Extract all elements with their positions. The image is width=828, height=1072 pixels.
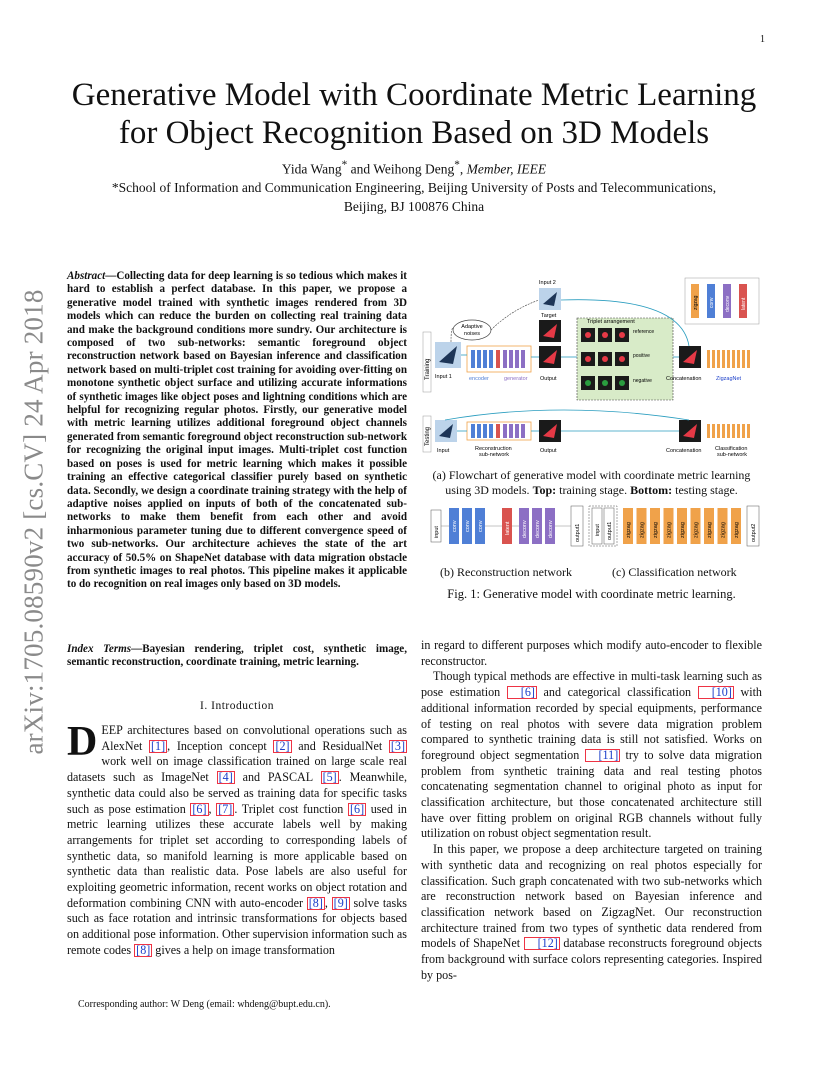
b-input-label: input [434,526,440,538]
citation-link[interactable]: [12] [524,937,560,950]
paragraph [421,669,762,842]
body-text: and categorical classification [536,685,692,700]
citation-link[interactable]: [10] [698,686,734,699]
citation-link[interactable]: [8] [308,895,323,910]
zigzag-block-label: zigzag [680,522,686,538]
body-text: In this paper, we propose a deep architecture targeted on training with synthetic data and recognizing on real photos especially for classification. Such graph concatenated with two sub-networks which are reconstruction network based on Bayesian inference and classification network based on ZigzagNet. Our reconstruction architecture trained from two types of synthetic data rendered from models of ShapeNet [421,842,762,951]
arxiv-identifier [14,282,54,762]
drop-cap: D [67,719,98,765]
b-conv-label: conv [452,520,458,532]
noises-label: noises [464,331,480,337]
zigzag-block-label: zigzag [639,522,646,538]
reconstruction-network-diagram [431,506,583,546]
zigzag-block-label: zigzag [666,522,673,538]
reference-label: reference [633,329,655,335]
intro-text: and PASCAL [234,770,313,785]
abstract-text: —Collecting data for deep learning is so tedious which makes it hard to establish a perfect database. In this paper, we propose a generative model trained with synthetic images rendered from 3D models which can reduce the burden on collecting real training data and make the background conditions more sundry. Our architecture is composed of two sub-networks: semantic foreground object reconstruction network based on Bayesian inference and classification network based on multi-triplet cost training for avoiding over-fitting on monotone synthetic object surface and utilizing accurate informations of synthetic images like object poses and lightning conditions which are helpful for recognizing regular photos. Firstly, our generative model with metric learning utilizes additional foreground object channels generated from semantic foreground object reconstruction sub-network for recognizing the original input images. Multi-triplet cost function based on poses is used for metric learning which makes it possible training an effective categorical classifier purely based on synthetic data. Secondly, we design a coordinate training strategy with the help of adaptive noises applied on inputs of both of the concatenated sub-networks to make them benefit from each other and avoid inharmonious parameter tuning due to different convergence speed of two sub-networks. Our architecture achieves the state of the art accuracy of 50.5% on ShapeNet database with data migration obstacle from synthetic images to real photos. This pipeline makes it applicable to do recognition on real images only based on 3D models. [67,270,407,591]
caption-a-top: Top: [532,483,557,497]
training-label: Training [425,358,431,380]
zigzag-block-label: zigzag [626,522,632,538]
classification-label: Classification [715,446,748,452]
abstract-label: Abstract [67,270,106,282]
zigzag-block-label: zigzag [707,522,713,538]
citation-link[interactable]: [5] [322,770,337,785]
b-conv-label: conv [465,520,471,532]
testing-stage-diagram [423,410,750,458]
intro-text: EEP architectures based on convolutional operations such as AlexNet [101,723,407,753]
generator-label: generator [504,376,528,382]
reconstruction-label: Reconstruction [475,446,512,452]
paragraph: in regard to different purposes which modify auto-encoder to flexible reconstructor. [421,638,762,668]
caption-a-text: (a) Flowchart of generative model with coordinate metric learning using 3D models. [432,468,751,497]
classification-network-diagram [589,506,759,546]
intro-text: gives a help on image transformation [152,942,335,957]
training-stage-diagram [423,278,759,400]
intro-text: . Meanwhile, synthetic data could also be served as training data for specific tasks such as pose estimation [67,770,407,816]
title-line-1: Generative Model with Coordinate Metric Learning [71,77,757,113]
citation-link[interactable]: [1] [151,738,166,753]
page-number: 1 [760,34,765,45]
intro-text: used in metric learning utilizes these accurate labels well by making arrangements for triplet set according to corresponding labels of synthetic data, so manifold learning is more applicable based on synthetic data than realistic data. Pose labels are also useful for exploiting geometric information, recent works on object rotation and deformation combining CNN with auto-encoder [67,801,407,910]
zigzag-block-label: zigzag [734,522,740,538]
citation-link[interactable]: [2] [275,738,290,753]
paragraph [421,842,762,983]
intro-text: , [324,895,328,910]
zigzag-block-label: zigzag [720,522,727,538]
concatenation-label: Concatenation [666,376,702,382]
figure-caption-a [421,468,762,498]
affiliation-line-1: *School of Information and Communication Engineering, Beijing University of Posts and Telecommunications, [111,180,717,195]
intro-text: . Triplet cost function [234,801,344,816]
positive-label: positive [633,353,650,359]
triplet-label: Triplet arrangement [587,319,635,325]
citation-link[interactable]: [3] [390,738,405,753]
citation-link[interactable]: [6] [507,686,537,699]
c-input-label: input [595,524,601,536]
legend-latent: latent [741,297,747,310]
figure-caption-b: (b) Reconstruction network [440,565,572,579]
intro-text: work well on image classification trained on large scale real datasets such as ImageNet [67,754,407,785]
body-text: database reconstructs foreground objects from background with surface colors representing categories. Inspired by pos- [421,936,763,982]
index-terms-label: Index Terms [67,643,132,655]
intro-text: , Inception concept [167,738,267,753]
testing-label: Testing [425,426,431,446]
b-deconv-label: deconv [548,520,554,538]
citation-link[interactable]: [9] [333,895,348,910]
classification-sub-label: sub-network [717,452,747,458]
legend-zigzag: zigzag [693,295,699,310]
intro-text: , [208,801,212,816]
section-heading: I. Introduction [200,700,274,712]
authors: Yida Wang* and Weihong Deng*, Member, IEEE [281,159,547,177]
input1-label: Input 1 [435,374,452,380]
reconstruction-sub-label: sub-network [479,452,509,458]
citation-link[interactable]: [4] [218,770,233,785]
zigzag-block-label: zigzag [653,522,659,538]
paper-title [40,76,788,152]
right-column-text [421,638,762,983]
intro-text: solve tasks such as face rotation and intrinsic transformations for objects based on additional pose information. Other supervision information such as remote codes [67,895,408,957]
legend-deconv: deconv [725,295,731,312]
adaptive-noises-node [453,320,491,340]
body-text: Though typical methods are effective in multi-task learning such as pose estimation [421,669,762,700]
input2-label: Input 2 [539,280,556,286]
intro-text: and ResidualNet [291,738,383,753]
c-output2-label: output2 [751,523,757,542]
body-text: try to solve data migration problem from synthetic training data and real testing photos concatenating segmentation channel to original photo as input for classification architecture, but those concatenated architecture still have over fitting problem on original RGB channels without fully utilization on robust object segmentation result. [421,747,762,841]
footnote: Corresponding author: W Deng (email: whdeng@bupt.edu.cn). [78,999,331,1010]
arxiv-id-text: arXiv:1705.08590v2 [cs.CV] 24 Apr 2018 [18,289,49,755]
abstract [67,270,407,592]
body-text: with additional information recorded by special equipments, performance of testing on real photos with severe data migration problem compared to synthetic training data is still not satisfied. Works on foreground object segmentation [421,685,762,762]
adaptive-label: Adaptive [461,324,483,330]
citation-link[interactable]: [7] [218,801,233,816]
b-latent-label: latent [505,521,511,535]
b-conv-label: conv [478,520,484,532]
citation-link[interactable]: [8] [136,942,151,957]
encoder-label: encoder [469,376,489,382]
test-output-label: Output [540,448,557,454]
figure-caption-c: (c) Classification network [612,565,737,579]
zigzagnet-label: ZigzagNet [716,376,742,382]
affiliation-line-2: Beijing, BJ 100876 China [343,199,485,214]
b-deconv-label: deconv [522,520,528,538]
c-output1-label: output1 [607,521,613,540]
target-label: Target [541,313,557,319]
index-terms [67,643,407,670]
caption-a-bottom-text: testing stage. [672,483,738,497]
citation-link[interactable]: [11] [585,749,621,762]
introduction-text [67,719,408,959]
test-concatenation-label: Concatenation [666,448,702,454]
citation-link[interactable]: [6] [350,801,365,816]
negative-label: negative [633,378,652,384]
b-output1-label: output1 [575,523,581,542]
legend-conv: conv [709,297,715,308]
index-terms-text: —Bayesian rendering, triplet cost, synthetic image, semantic reconstruction, coordinate training, metric learning. [67,643,407,669]
b-deconv-label: deconv [535,520,541,538]
caption-a-top-text: training stage. [556,483,628,497]
affiliation [40,178,788,216]
figure-1 [421,270,762,610]
output-label: Output [540,376,557,382]
zigzag-block-label: zigzag [693,522,700,538]
figure-caption-main: Fig. 1: Generative model with coordinate metric learning. [447,587,736,601]
citation-link[interactable]: [6] [192,801,207,816]
caption-a-bottom: Bottom: [630,483,673,497]
test-input-label: Input [437,448,450,454]
title-line-2: for Object Recognition Based on 3D Models [118,115,710,151]
